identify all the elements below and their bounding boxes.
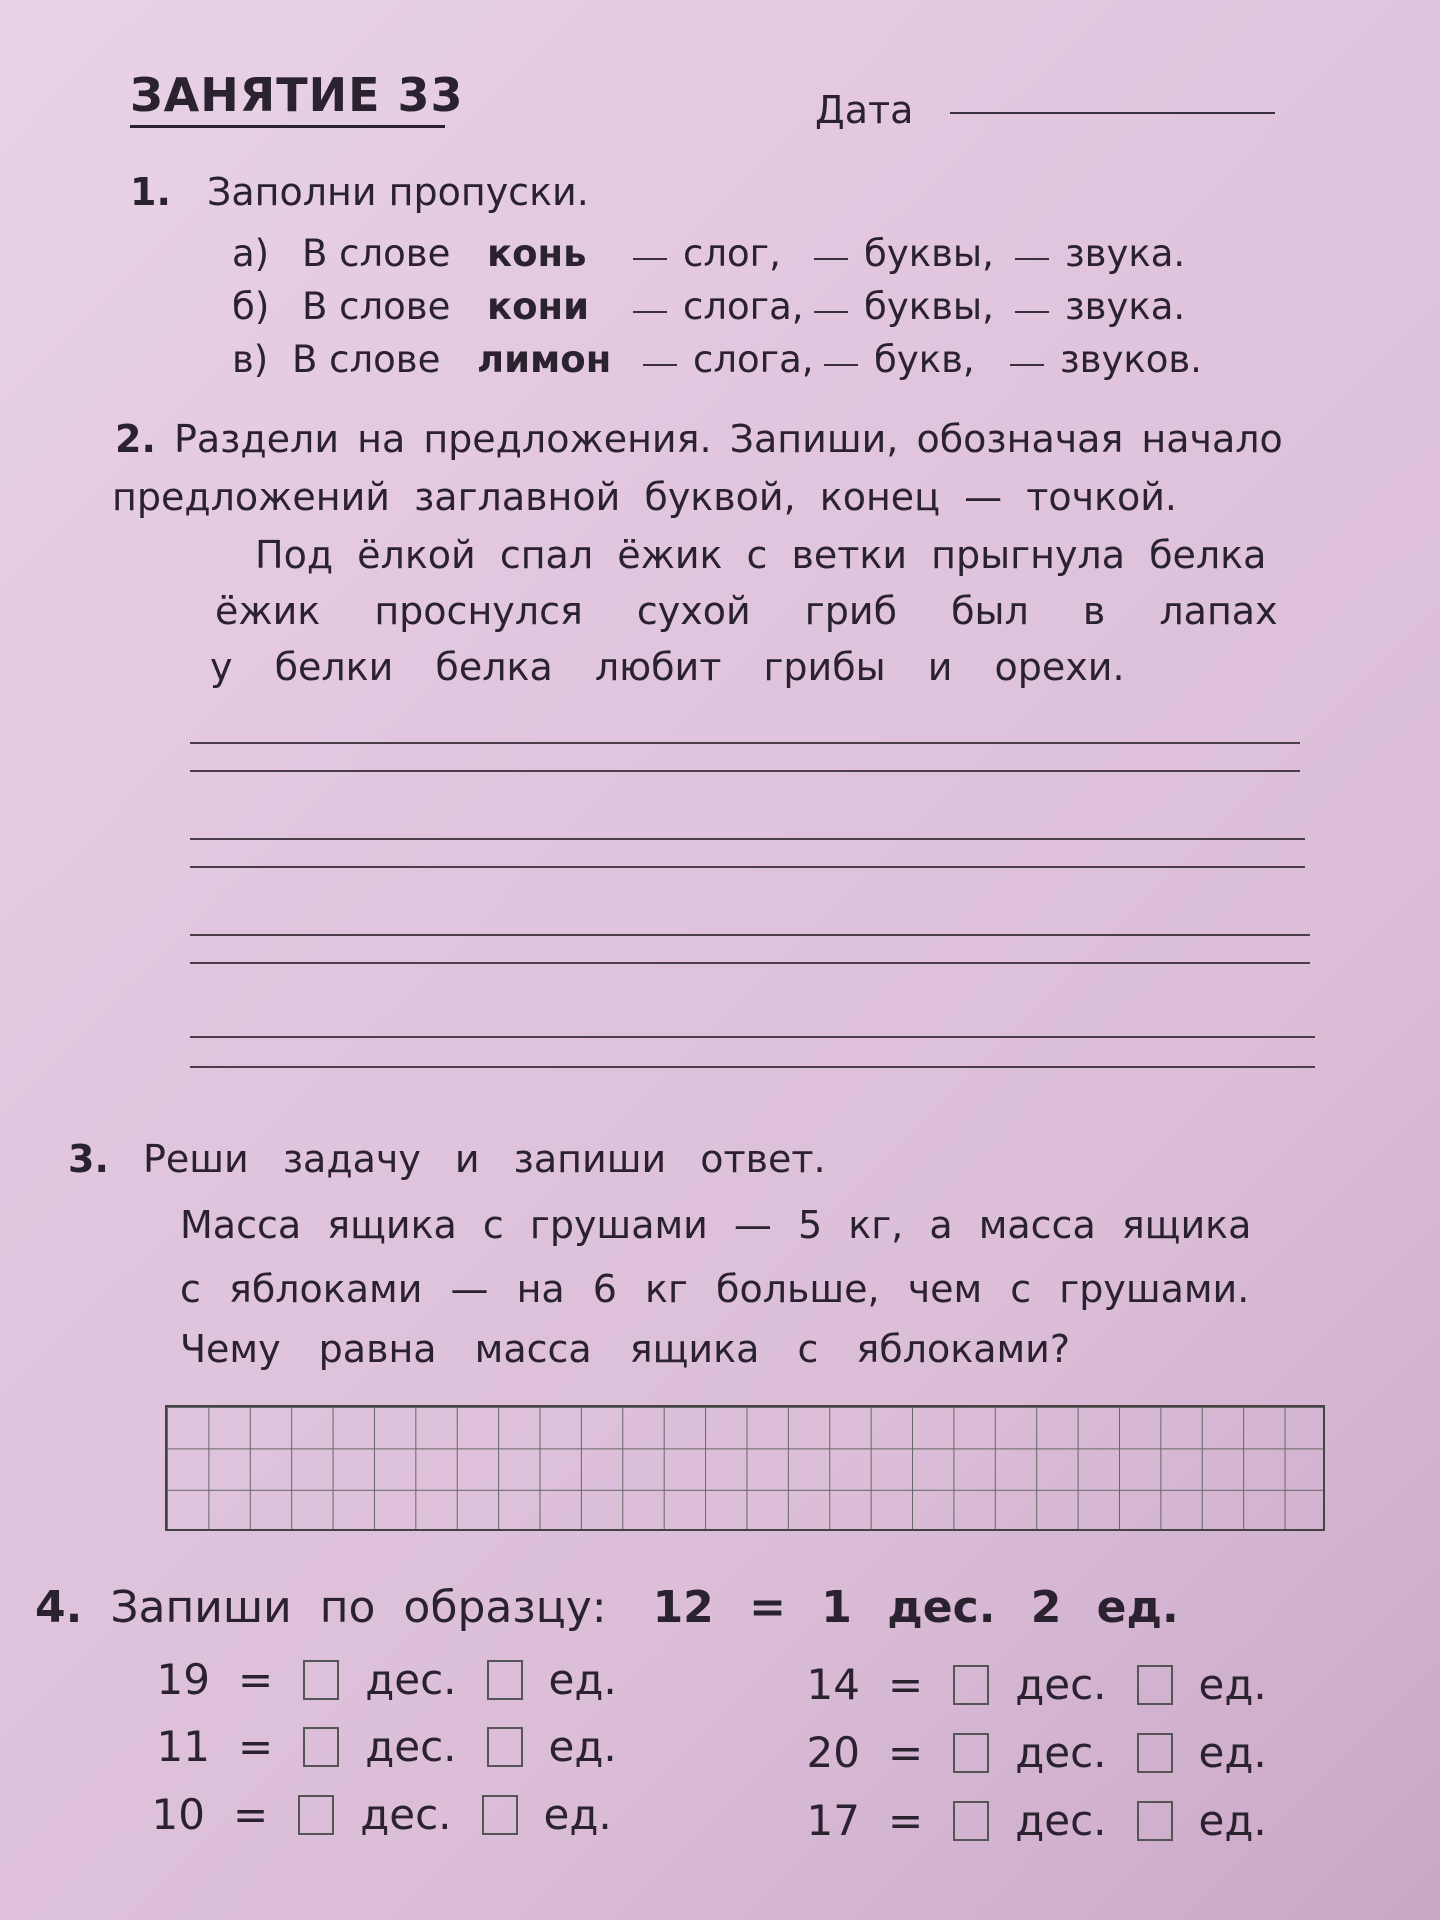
tens-label: дес.	[365, 1655, 457, 1704]
date-label: Дата	[815, 88, 914, 132]
task2-instruction-line1	[115, 410, 1283, 468]
number: 10	[151, 1790, 205, 1839]
row-part2: букв,	[874, 338, 975, 381]
row-letter: а)	[232, 232, 270, 275]
writing-line[interactable]	[190, 866, 1305, 868]
answer-blank[interactable]	[643, 338, 677, 366]
equation-row	[135, 1790, 612, 1839]
number: 20	[806, 1728, 860, 1777]
answer-blank[interactable]	[1015, 285, 1049, 313]
task4-heading	[35, 1582, 1179, 1633]
row-prefix: В слове	[292, 338, 441, 381]
equals-sign: =	[888, 1660, 924, 1709]
units-box[interactable]	[487, 1727, 523, 1767]
row-part1: слога,	[693, 338, 814, 381]
units-label: ед.	[543, 1790, 612, 1839]
tens-label: дес.	[1015, 1660, 1107, 1709]
units-label: ед.	[1198, 1660, 1267, 1709]
task2-instruction: Раздели на предложения. Запиши, обозначая начало	[173, 417, 1283, 461]
writing-line[interactable]	[190, 770, 1300, 772]
tens-label: дес.	[1015, 1796, 1107, 1845]
task2-text-line3: у белки белка любит грибы и орехи.	[210, 645, 1125, 689]
tens-box[interactable]	[953, 1733, 989, 1773]
units-label: ед.	[1198, 1728, 1267, 1777]
row-part1: слог,	[683, 232, 781, 275]
task4-number: 4.	[35, 1582, 83, 1633]
equation-row	[790, 1796, 1267, 1845]
units-box[interactable]	[1137, 1733, 1173, 1773]
equation-row	[790, 1660, 1267, 1709]
number: 14	[806, 1660, 860, 1709]
tens-box[interactable]	[303, 1660, 339, 1700]
answer-blank[interactable]	[633, 232, 667, 260]
equals-sign: =	[888, 1796, 924, 1845]
number: 11	[156, 1722, 210, 1771]
row-part3: звуков.	[1060, 338, 1202, 381]
task1-row-c	[232, 338, 1202, 381]
tens-box[interactable]	[298, 1795, 334, 1835]
row-part2: буквы,	[864, 285, 994, 328]
tens-box[interactable]	[303, 1727, 339, 1767]
number: 19	[156, 1655, 210, 1704]
equals-sign: =	[238, 1655, 274, 1704]
tens-label: дес.	[365, 1722, 457, 1771]
row-part3: звука.	[1065, 285, 1186, 328]
number: 17	[806, 1796, 860, 1845]
units-box[interactable]	[487, 1660, 523, 1700]
task2-text-line1: Под ёлкой спал ёжик с ветки прыгнула белка	[255, 533, 1267, 577]
answer-blank[interactable]	[1015, 232, 1049, 260]
row-prefix: В слове	[302, 232, 451, 275]
answer-grid[interactable]	[165, 1405, 1325, 1531]
task3-instruction: Реши задачу и запиши ответ.	[142, 1137, 826, 1181]
task4-instruction: Запиши по образцу:	[110, 1582, 607, 1633]
tens-label: дес.	[360, 1790, 452, 1839]
equals-sign: =	[888, 1728, 924, 1777]
equation-row	[140, 1655, 617, 1704]
writing-line[interactable]	[190, 1036, 1315, 1038]
task1-number: 1.	[130, 170, 171, 214]
row-part2: буквы,	[864, 232, 994, 275]
answer-blank[interactable]	[633, 285, 667, 313]
tens-label: дес.	[1015, 1728, 1107, 1777]
writing-line[interactable]	[190, 742, 1300, 744]
equals-sign: =	[238, 1722, 274, 1771]
answer-blank[interactable]	[814, 232, 848, 260]
task3-text-line2: с яблоками — на 6 кг больше, чем с грушами.	[180, 1267, 1250, 1311]
date-field[interactable]	[950, 112, 1275, 114]
task4-sample: 12 = 1 дес. 2 ед.	[652, 1582, 1179, 1633]
task2-number: 2.	[115, 417, 156, 461]
units-box[interactable]	[482, 1795, 518, 1835]
row-word: конь	[487, 232, 587, 275]
task2-text-line2: ёжик проснулся сухой гриб был в лапах	[215, 589, 1278, 633]
units-box[interactable]	[1137, 1665, 1173, 1705]
title-underline	[130, 125, 445, 128]
equals-sign: =	[233, 1790, 269, 1839]
task3-text-line1: Масса ящика с грушами — 5 кг, а масса ящика	[180, 1203, 1252, 1247]
task1-row-a	[232, 232, 1185, 275]
task3-heading	[68, 1130, 826, 1188]
answer-blank[interactable]	[1010, 338, 1044, 366]
task3-number: 3.	[68, 1137, 109, 1181]
row-word: лимон	[477, 338, 612, 381]
units-label: ед.	[1198, 1796, 1267, 1845]
task1-instruction: Заполни пропуски.	[206, 170, 589, 214]
row-letter: б)	[232, 285, 270, 328]
lesson-title: ЗАНЯТИЕ 33	[130, 68, 464, 122]
equation-row	[790, 1728, 1267, 1777]
units-label: ед.	[548, 1655, 617, 1704]
writing-line[interactable]	[190, 838, 1305, 840]
row-part3: звука.	[1065, 232, 1186, 275]
units-label: ед.	[548, 1722, 617, 1771]
task2-instruction-line2: предложений заглавной буквой, конец — точкой.	[112, 475, 1178, 519]
row-part1: слога,	[683, 285, 804, 328]
answer-blank[interactable]	[824, 338, 858, 366]
writing-line[interactable]	[190, 962, 1310, 964]
task1-heading	[130, 170, 589, 214]
tens-box[interactable]	[953, 1665, 989, 1705]
writing-line[interactable]	[190, 1066, 1315, 1068]
row-letter: в)	[232, 338, 269, 381]
row-prefix: В слове	[302, 285, 451, 328]
row-word: кони	[487, 285, 590, 328]
writing-line[interactable]	[190, 934, 1310, 936]
units-box[interactable]	[1137, 1801, 1173, 1841]
answer-blank[interactable]	[814, 285, 848, 313]
task3-text-line3: Чему равна масса ящика с яблоками?	[180, 1327, 1071, 1371]
task1-row-b	[232, 285, 1185, 328]
equation-row	[140, 1722, 617, 1771]
tens-box[interactable]	[953, 1801, 989, 1841]
